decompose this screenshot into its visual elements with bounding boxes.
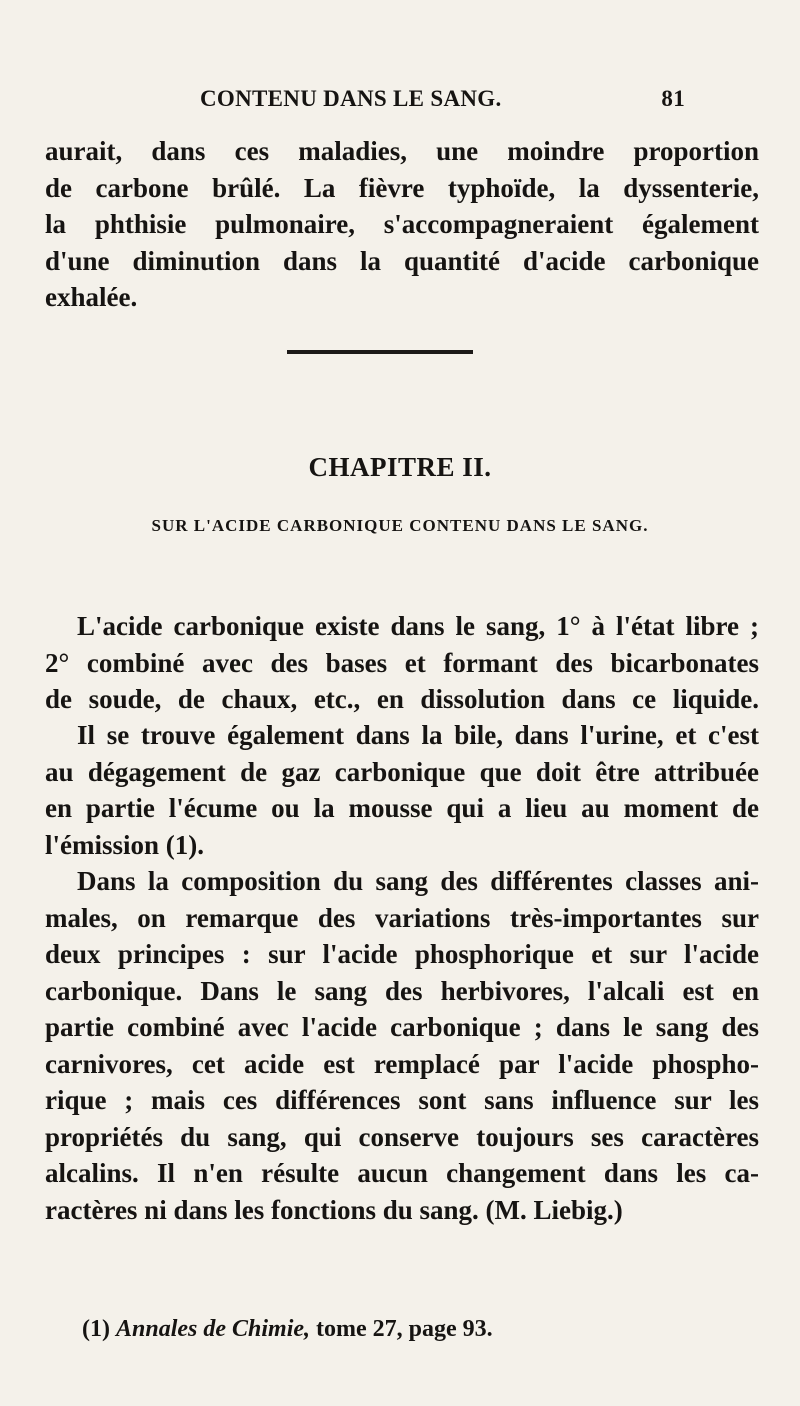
text-line: carbonique. Dans le sang des herbivores, l'alcali est en	[45, 975, 759, 1006]
text-line: propriétés du sang, qui conserve toujours ses caractères	[45, 1121, 759, 1152]
text-line: Il se trouve également dans la bile, dans l'urine, et c'est	[77, 720, 759, 750]
text-line: ractères ni dans les fonctions du sang. (M. Liebig.)	[45, 1194, 623, 1225]
paragraph-2	[45, 608, 759, 718]
text-line: partie combiné avec l'acide carbonique ; dans le sang des	[45, 1012, 759, 1042]
text-line: males, on remarque des variations très-importantes sur	[45, 902, 759, 933]
page-number: 81	[661, 86, 685, 111]
chapter-title: CHAPITRE II.	[308, 452, 492, 482]
footnote-source: Annales de Chimie,	[115, 1316, 311, 1342]
text-line: rique ; mais ces différences sont sans influence sur les	[45, 1085, 759, 1115]
chapter-subtitle: SUR L'ACIDE CARBONIQUE CONTENU DANS LE SANG.	[151, 516, 649, 535]
text-line: la phthisie pulmonaire, s'accompagneraient également	[45, 209, 759, 239]
text-line: alcalins. Il n'en résulte aucun changement dans les ca-	[45, 1158, 759, 1188]
section-divider	[287, 350, 473, 354]
text-line: l'émission (1).	[45, 829, 204, 860]
text-line: carnivores, cet acide est remplacé par l'acide phospho-	[45, 1048, 759, 1079]
text-line: de carbone brûlé. La fièvre typhoïde, la dyssenterie,	[45, 172, 759, 203]
footnote-detail: tome 27, page 93.	[316, 1316, 493, 1342]
footnote	[82, 1316, 493, 1343]
text-line: en partie l'écume ou la mousse qui a lieu au moment de	[45, 793, 759, 823]
running-head-title: CONTENU DANS LE SANG.	[200, 86, 502, 111]
footnote-marker: (1)	[82, 1316, 110, 1342]
text-line: de soude, de chaux, etc., en dissolution dans ce liquide.	[45, 684, 759, 714]
paragraph-4	[45, 863, 759, 1228]
text-line: deux principes : sur l'acide phosphorique et sur l'acide	[45, 939, 759, 969]
text-line: d'une diminution dans la quantité d'acide carbonique	[45, 245, 759, 276]
paragraph-3	[45, 717, 759, 863]
text-line: aurait, dans ces maladies, une moindre proportion	[45, 136, 759, 166]
text-line: Dans la composition du sang des différentes classes ani-	[77, 866, 759, 896]
text-line: 2° combiné avec des bases et formant des bicarbonates	[45, 647, 759, 678]
text-line: au dégagement de gaz carbonique que doit être attribuée	[45, 756, 759, 787]
text-line: exhalée.	[45, 282, 138, 312]
paragraph-1	[45, 133, 759, 316]
text-line: L'acide carbonique existe dans le sang, 1° à l'état libre ;	[77, 611, 759, 641]
